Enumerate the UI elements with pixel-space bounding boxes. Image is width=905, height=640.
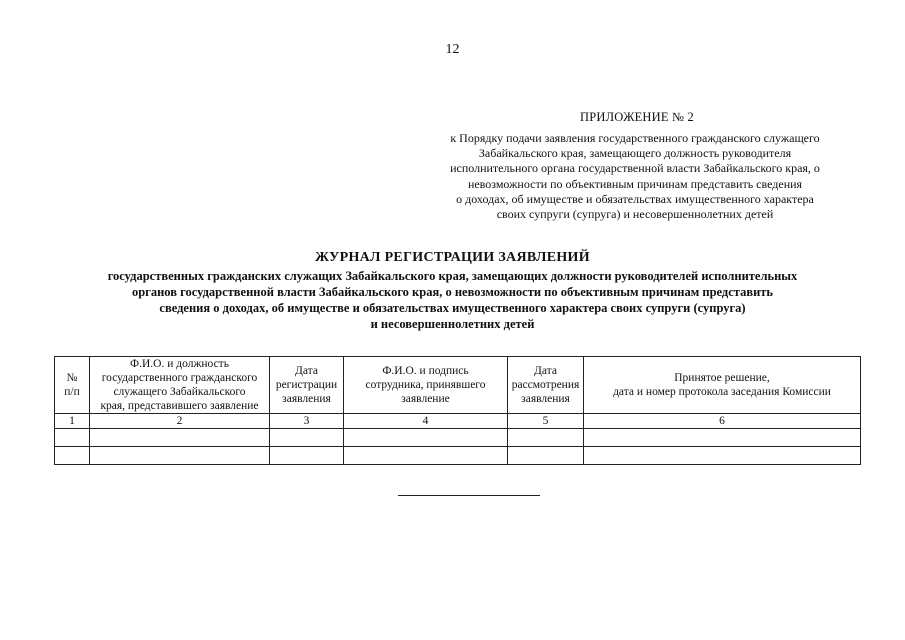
table-cell xyxy=(584,429,861,447)
table-cell xyxy=(90,429,270,447)
appendix-text xyxy=(400,131,870,222)
header-cell-fio xyxy=(90,357,270,414)
column-number: 6 xyxy=(584,414,861,429)
appendix-line: Забайкальского края, замещающего должность руководителя xyxy=(478,146,792,161)
journal-title: ЖУРНАЛ РЕГИСТРАЦИИ ЗАЯВЛЕНИЙ xyxy=(315,250,590,265)
header-text: государственного гражданского xyxy=(101,372,258,384)
header-text: Дата xyxy=(534,365,557,377)
header-text: заявления xyxy=(282,393,331,405)
journal-subtitle xyxy=(30,268,875,332)
subtitle-line: органов государственной власти Забайкальского края, о невозможности по объективным причинам представить xyxy=(131,285,774,299)
registration-table xyxy=(54,356,861,465)
column-number: 2 xyxy=(90,414,270,429)
header-text: Принятое решение, xyxy=(674,372,770,384)
table-cell xyxy=(344,429,508,447)
column-number: 1 xyxy=(55,414,90,429)
header-text: дата и номер протокола заседания Комиссии xyxy=(613,386,831,398)
table-header-row xyxy=(55,357,861,414)
header-text: заявления xyxy=(521,393,570,405)
appendix-line: невозможности по объективным причинам представить сведения xyxy=(467,176,803,191)
table-cell xyxy=(90,447,270,465)
header-text: Дата xyxy=(295,365,318,377)
subtitle-line: и несовершеннолетних детей xyxy=(370,317,535,331)
table-column-number-row xyxy=(55,414,861,429)
header-text: № xyxy=(66,372,78,384)
header-text: п/п xyxy=(64,386,80,398)
table-cell xyxy=(508,429,584,447)
table-cell xyxy=(55,447,90,465)
table-row xyxy=(55,447,861,465)
appendix-line: о доходах, об имуществе и обязательствах имущественного характера xyxy=(456,191,814,206)
header-text: заявление xyxy=(401,393,450,405)
header-cell-registration-date xyxy=(270,357,344,414)
appendix-line: своих супруги (супруга) и несовершеннолетних детей xyxy=(496,207,774,222)
table-cell xyxy=(55,429,90,447)
header-text: края, представившего заявление xyxy=(100,400,259,412)
header-cell-number xyxy=(55,357,90,414)
table-cell xyxy=(270,447,344,465)
header-text: Ф.И.О. и подпись xyxy=(382,365,469,377)
table-cell xyxy=(344,447,508,465)
column-number: 5 xyxy=(508,414,584,429)
appendix-title: ПРИЛОЖЕНИЕ № 2 xyxy=(580,110,694,124)
table-cell xyxy=(508,447,584,465)
appendix-line: к Порядку подачи заявления государственного гражданского служащего xyxy=(450,131,820,145)
header-text: сотрудника, принявшего xyxy=(365,379,486,391)
column-number: 3 xyxy=(270,414,344,429)
column-number: 4 xyxy=(344,414,508,429)
appendix-line: исполнительного органа государственной власти Забайкальского края, о xyxy=(450,161,820,176)
header-text: Ф.И.О. и должность xyxy=(130,358,229,370)
header-text: регистрации xyxy=(275,379,338,391)
subtitle-line: сведения о доходах, об имуществе и обязательствах имущественного характера своих супруги (супруга) xyxy=(159,301,746,315)
footer-separator-line xyxy=(398,495,540,496)
header-text: рассмотрения xyxy=(511,379,580,391)
header-cell-review-date xyxy=(508,357,584,414)
subtitle-line: государственных гражданских служащих Забайкальского края, замещающих должности руководителей исполнительных xyxy=(107,269,798,283)
header-text: служащего Забайкальского xyxy=(113,386,246,398)
table-row xyxy=(55,429,861,447)
header-cell-decision xyxy=(584,357,861,414)
header-cell-receiver xyxy=(344,357,508,414)
table-cell xyxy=(270,429,344,447)
page-number: 12 xyxy=(445,42,460,57)
table-cell xyxy=(584,447,861,465)
